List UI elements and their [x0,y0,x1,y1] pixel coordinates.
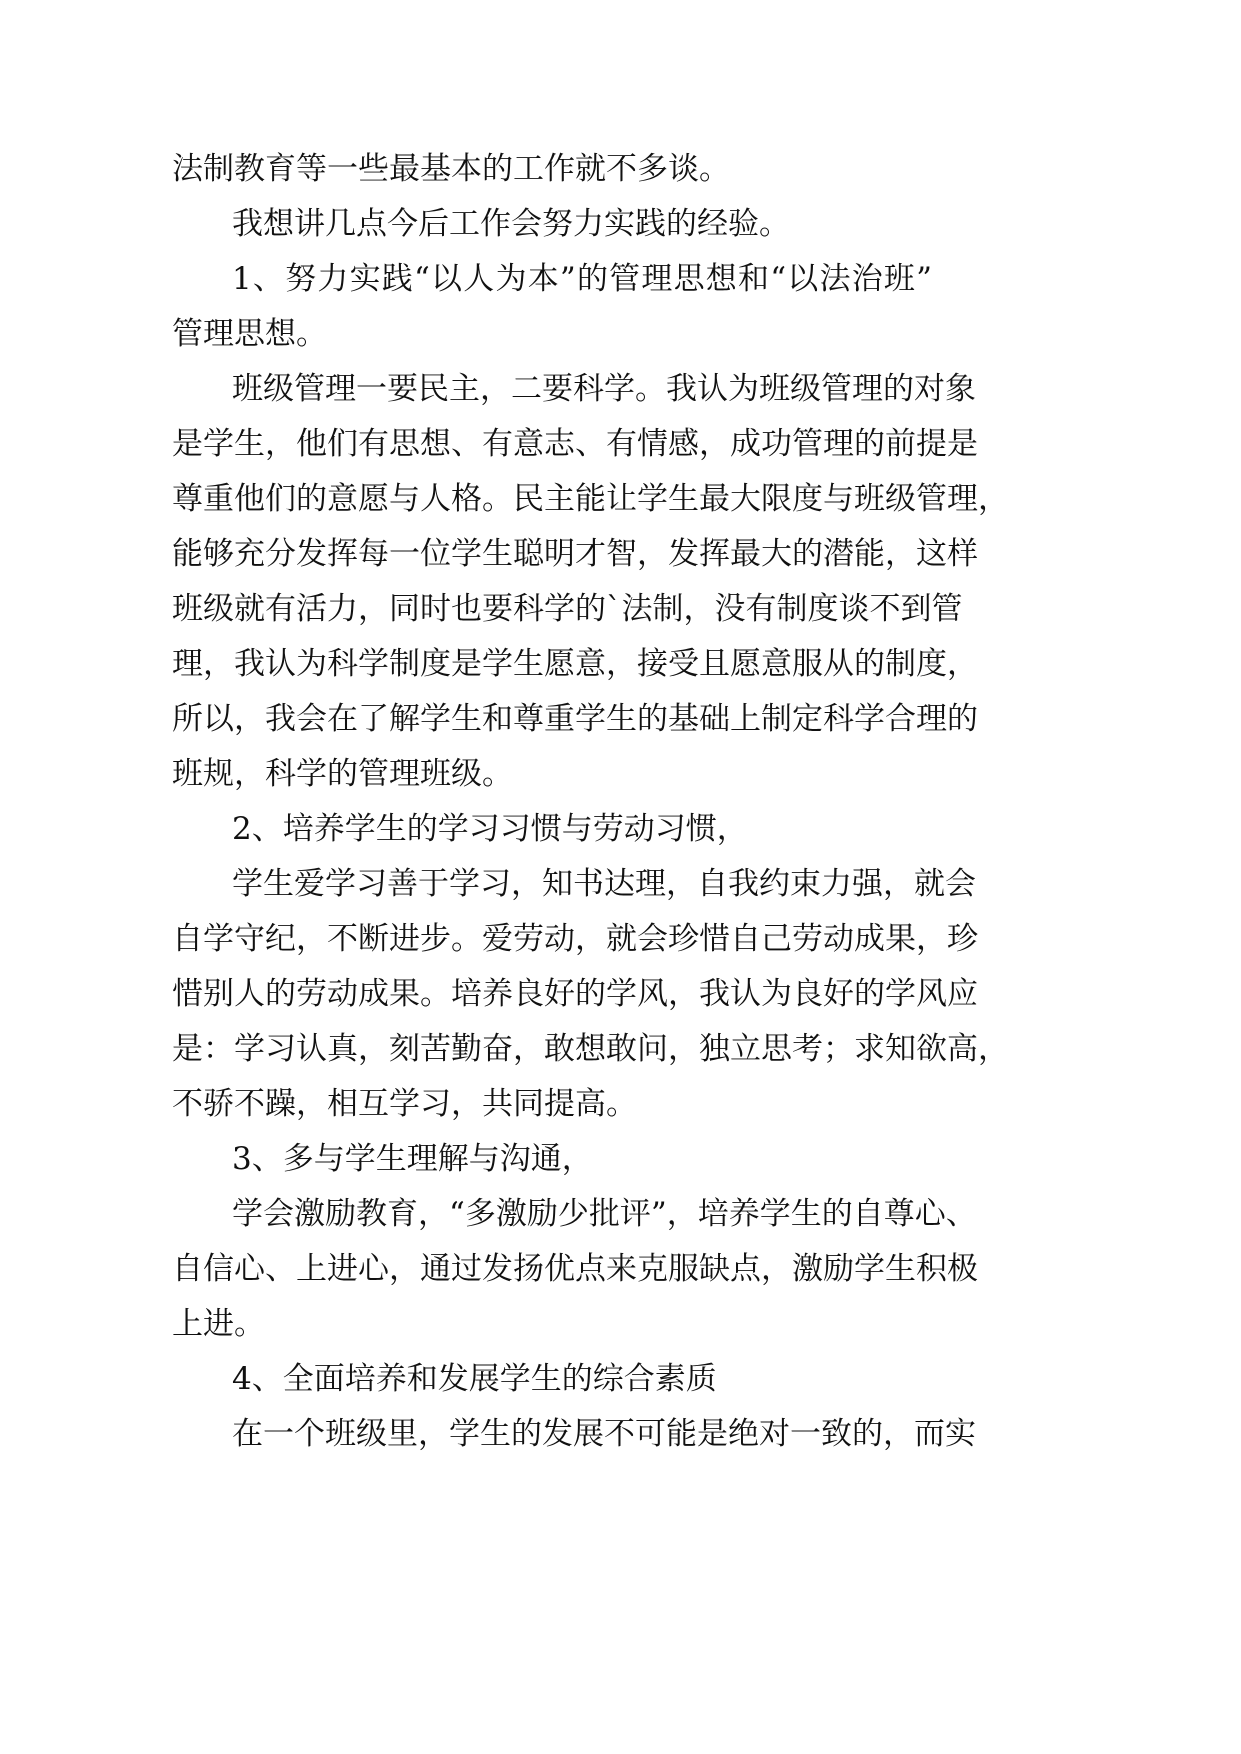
text-line: 自信心、上进心，通过发扬优点来克服缺点，激励学生积极 [172,1251,978,1287]
text-line: 是学生，他们有思想、有意志、有情感，成功管理的前提是 [172,426,978,462]
text-line: 学生爱学习善于学习，知书达理，自我约束力强，就会 [232,866,976,902]
text-line: 惜别人的劳动成果。培养良好的学风，我认为良好的学风应 [172,976,978,1012]
text-line: 尊重他们的意愿与人格。民主能让学生最大限度与班级管理， [172,481,1009,517]
text-line: 法制教育等一些最基本的工作就不多谈。 [172,151,730,187]
section-heading-1: 1、努力实践“以人为本”的管理思想和“以法治班” [232,261,932,297]
text-line: 上进。 [172,1306,265,1342]
text-line: 不骄不躁，相互学习，共同提高。 [172,1086,637,1122]
section-heading-4: 4、全面培养和发展学生的综合素质 [232,1361,717,1397]
text-line: 我想讲几点今后工作会努力实践的经验。 [232,206,790,242]
text-line: 能够充分发挥每一位学生聪明才智，发挥最大的潜能，这样 [172,536,978,572]
text-line: 理，我认为科学制度是学生愿意，接受且愿意服从的制度， [172,646,978,682]
text-line: 班规，科学的管理班级。 [172,756,513,792]
text-line: 班级就有活力，同时也要科学的`法制，没有制度谈不到管 [172,591,963,627]
text-line: 所以，我会在了解学生和尊重学生的基础上制定科学合理的 [172,701,978,737]
section-heading-2: 2、培养学生的学习习惯与劳动习惯， [232,811,748,847]
text-line: 班级管理一要民主，二要科学。我认为班级管理的对象 [232,371,976,407]
text-line: 在一个班级里，学生的发展不可能是绝对一致的，而实 [232,1416,976,1452]
text-line: 自学守纪，不断进步。爱劳动，就会珍惜自己劳动成果，珍 [172,921,978,957]
text-line: 是：学习认真，刻苦勤奋，敢想敢问，独立思考；求知欲高， [172,1031,1009,1067]
text-line: 学会激励教育，“多激励少批评”，培养学生的自尊心、 [232,1196,977,1232]
section-heading-3: 3、多与学生理解与沟通， [232,1141,593,1177]
section-heading-1-cont: 管理思想。 [172,316,327,352]
